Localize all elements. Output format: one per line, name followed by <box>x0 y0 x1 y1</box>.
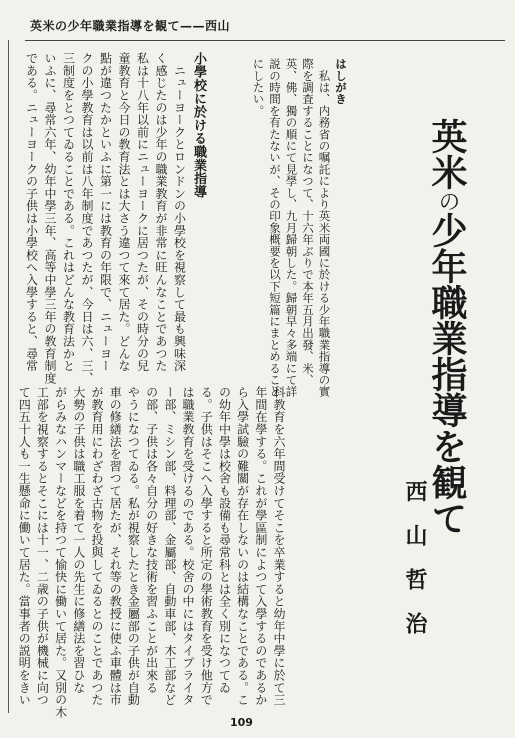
title-particle: の <box>435 190 460 212</box>
section-block <box>22 52 207 385</box>
margin-rule <box>8 40 9 713</box>
intro-block <box>250 58 349 398</box>
intro-heading: はしがき <box>334 58 348 105</box>
lower-body-text: 科教育を六年間受けてそこを卒業すると幼年中學に於て三 年間在學する。これが學區制によつて入學するのであるか ら入學試驗の難關が存在しないのは結構なことである。こ の幼年中學は校舍も設備も尋常科とは全く別になつてゐ る。子供はそこへ入學すると所定の學術教育を受け他方で は職業教育を受けるのである。校舍の中にはタイプライタ ー部、ミシン部、料理部、金屬部、自動車部、木工部など の部、子供は各々自分の好きな技術を習ふことが出來る やうになつてゐる。私が視察したとき金屬部の子供が自動 車の修繕法を習つて居たが、それ等の教授に使ふ車體は市 が教育用にわざわざ古物を投與してゐるとのことであつた 大勢の子供は職工服を着て一人の先生に修繕法を習ひな がらみなハンマーなどを持つて愉快に働いて居た。又別の木 工部を視察するとそこには十一、二歳の子供が機械に向つ て四五十人も一生懸命に働いて居た。當事者の説明をきい <box>17 386 287 719</box>
article-title <box>426 118 468 536</box>
section-heading: 小學校に於ける職業指導 <box>191 52 206 199</box>
author-name: 西 山 哲 治 <box>402 480 427 634</box>
title-main-a: 英米 <box>426 118 468 190</box>
page-number: 109 <box>230 716 253 729</box>
header-rule <box>25 40 505 41</box>
section-text: ニューヨークとロンドンの小學校を視察して最も興味深 く感じたのは少年の職業教育が非常に旺んなことであつた 私は十八年以前にニューヨークに居つたが、その時分の兒 童教育と今日の教育法とは大さう違つて來て居た。どんな 點が違つたかといふに第一には教育の年限で、ニューヨー クの小學教育は以前は八年制度であつたが、今日は六、三、 三制度をとつてゐることである。これはどんな教育法かと いふに、尋常六年、幼年中學三年、高等中學三年の教育制度 である。ニューヨークの子供は小學校へ入學すると、尋常 <box>24 52 187 385</box>
running-head: 英米の少年職業指導を観て——西山 <box>30 19 231 33</box>
intro-text: 私は、内務省の嘱託により英米両國に於ける少年職業指導の實 際を調査することになつて、十六年ぶりで本年五月出發、米、 英、佛、獨の順にて見學し、九月歸朝した。歸朝早々多端にて詳 説の時間を有たないが、その印象概要を以下短篇にまとめること にしたい。 <box>251 58 332 398</box>
title-main-b: 少年職業指導を観て <box>426 212 468 536</box>
